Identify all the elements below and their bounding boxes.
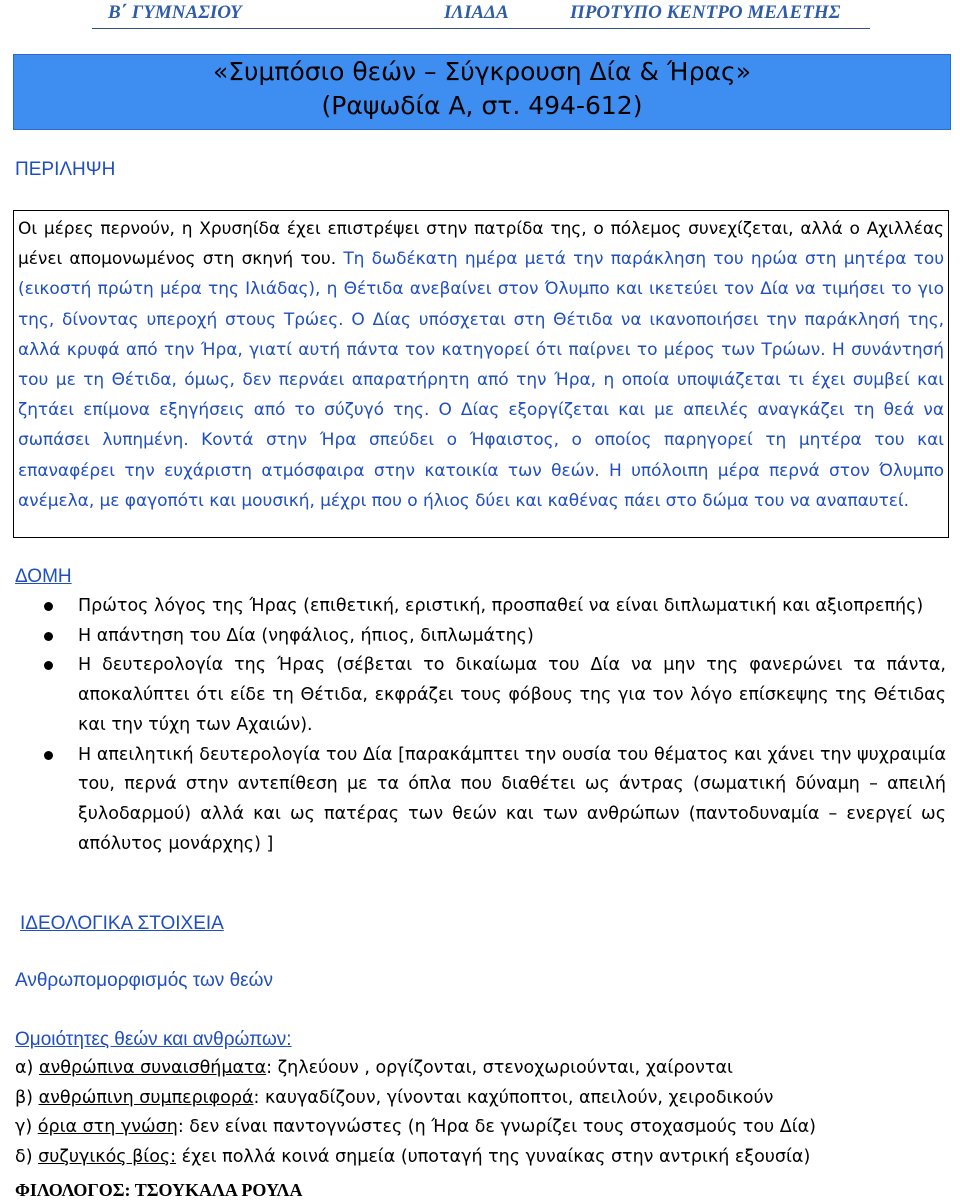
ideology-heading: ΙΔΕΟΛΟΓΙΚΑ ΣΤΟΙΧΕΙΑ <box>20 913 224 934</box>
item-text: : δεν είναι παντογνώστες (η Ήρα δε γνωρίζει τους στοχασμούς του Δία) <box>177 1117 816 1137</box>
item-prefix: β) <box>15 1087 39 1108</box>
title-box <box>13 54 951 130</box>
summary-heading: ΠΕΡΙΛΗΨΗ <box>15 159 116 180</box>
summary-text: Οι μέρες περνούν, η Χρυσηίδα έχει επιστρέψει στην πατρίδα της, ο πόλεμος συνεχίζεται, αλλά ο Αχιλλέας μένει απομονωμένος στη σκηνή του. <box>18 219 944 270</box>
header-subject: ΙΛΙΑΔΑ <box>444 2 509 23</box>
similarity-item <box>15 1143 950 1173</box>
item-term: ανθρώπινα συναισθήματα <box>38 1058 267 1078</box>
summary-text-blue: Τη δωδέκατη ημέρα μετά την παράκληση του ηρώα στη μητέρα του (εικοστή πρώτη μέρα της Ιλιάδας), η Θέτιδα ανεβαίνει στον Όλυμπο και ικετεύει τον Δία να τιμήσει το γιο της, δίνοντας υπεροχή στους Τρώες. Ο Δίας υπόσχεται στη Θέτιδα να ικανοποιήσει την παράκλησή της, αλλά κρυφά από την Ήρα, γιατί αυτή πάντα τον κατηγορεί ότι παίρνει το μέρος των Τρώων. Η συνάντησή του με τη Θέτιδα, όμως, δεν περνάει απαρατήρητη από την Ήρα, η οποία υποψιάζεται τι έχει συμβεί και ζητάει επίμονα εξηγήσεις από το σύζυγό της. Ο Δίας εξοργίζεται και με απειλές αναγκάζει τη θεά να σωπάσει λυπημένη. Κοντά στην Ήρα σπεύδει ο Ήφαιστος, ο οποίος παρηγορεί τη μητέρα του και επαναφέρει την ευχάριστη ατμόσφαιρα στην κατοικία των θεών. Η υπόλοιπη μέρα περνά στον Όλυμπο ανέμελα, με φαγοπότι και μουσική, μέχρι που ο ήλιος δύει και καθένας πάει στο δώμα του να αναπαυτεί. <box>18 249 945 511</box>
item-text: : ζηλεύουν , οργίζονται, στενοχωριούνται, χαίρονται <box>266 1058 733 1078</box>
item-term: όρια στη γνώση <box>37 1117 178 1137</box>
item-prefix: δ) <box>15 1146 39 1167</box>
page-header <box>92 0 870 29</box>
structure-item: Η δευτερολογία της Ήρας (σέβεται το δικαίωμα του Δία να μην της φανερώνει τα πάντα, αποκαλύπτει ότι είδε τη Θέτιδα, εκφράζει τους φόβους της για τον λόγο επίσκεψης της Θέτιδας και την τύχη των Αχαιών). <box>78 651 946 740</box>
item-prefix: α) <box>15 1058 39 1078</box>
structure-item: Η απειλητική δευτερολογία του Δία [παρακάμπτει την ουσία του θέματος και χάνει την ψυχραιμία του, περνά στην αντεπίθεση με τα όπλα που διαθέτει ως άντρας (σωματική δύναμη – απειλή ξυλοδαρμού) αλλά και ως πατέρας των θεών και των ανθρώπων (παντοδυναμία – ενεργεί ως απόλυτος μονάρχης) ] <box>78 741 946 860</box>
similarities-heading: Ομοιότητες θεών και ανθρώπων: <box>15 1029 292 1050</box>
header-school: ΠΡΟΤΥΠΟ ΚΕΝΤΡΟ ΜΕΛΕΤΗΣ <box>570 2 841 23</box>
header-class: Β΄ ΓΥΜΝΑΣΙΟΥ <box>108 2 242 23</box>
similarities-list <box>15 1054 950 1172</box>
title-line-1: «Συμπόσιο θεών – Σύγκρουση Δία & Ήρας» <box>212 57 752 86</box>
item-term: ανθρώπινη συμπεριφορά <box>38 1087 254 1108</box>
anthropomorphism-heading: Ανθρωπομορφισμός των θεών <box>15 970 273 991</box>
item-text: : καυγαδίζουν, γίνονται καχύποπτοι, απειλούν, χειροδικούν <box>253 1087 774 1108</box>
item-text: έχει πολλά κοινά σημεία (υποταγή της γυναίκας στην αντρική εξουσία) <box>176 1146 811 1167</box>
summary-box <box>13 210 949 538</box>
item-term: συζυγικός βίος: <box>38 1146 177 1167</box>
similarity-item <box>15 1084 950 1114</box>
similarity-item <box>15 1113 950 1143</box>
structure-list <box>78 592 946 859</box>
author-footer: ΦΙΛΟΛΟΓΟΣ: ΤΣΟΥΚΑΛΑ ΡΟΥΛΑ <box>15 1180 303 1200</box>
structure-item: Η απάντηση του Δία (νηφάλιος, ήπιος, διπλωμάτης) <box>78 622 946 652</box>
item-prefix: γ) <box>15 1117 38 1137</box>
structure-item: Πρώτος λόγος της Ήρας (επιθετική, εριστική, προσπαθεί να είναι διπλωματική και αξιοπρεπής) <box>78 592 946 622</box>
title-line-2: (Ραψωδία Α, στ. 494-612) <box>321 91 643 120</box>
structure-heading: ΔΟΜΗ <box>15 566 72 587</box>
similarity-item <box>15 1054 950 1084</box>
